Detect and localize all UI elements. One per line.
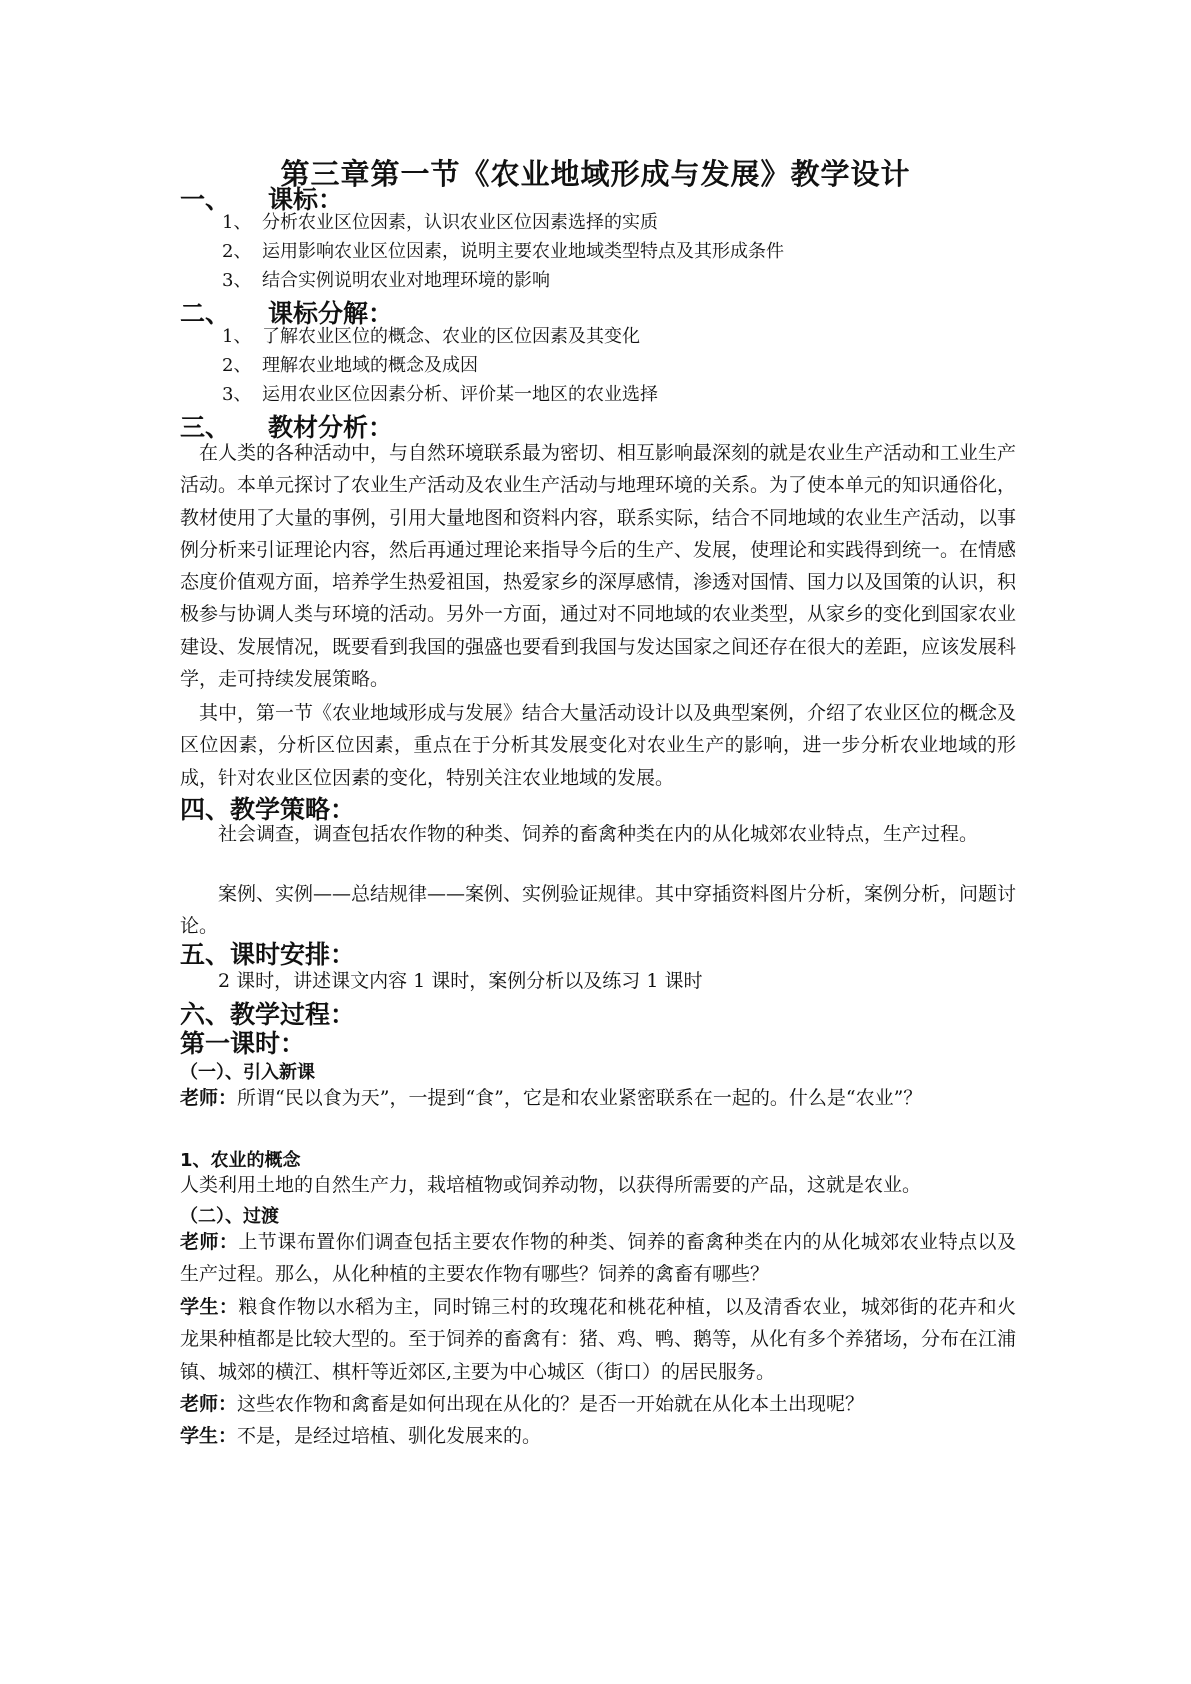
dialogue-teacher-3: 老师：这些农作物和禽畜是如何出现在从化的？是否一开始就在从化本土出现呢？: [180, 1393, 865, 1415]
section-number: 二、: [180, 299, 231, 328]
lesson-title: 第一课时：: [180, 1029, 306, 1058]
section-heading-5: 五、课时安排：: [180, 940, 356, 969]
concept-heading: 1、农业的概念: [180, 1150, 301, 1171]
part-heading-intro: （一）、引入新课: [180, 1062, 315, 1083]
page-title: 第三章第一节《农业地域形成与发展》教学设计: [280, 157, 911, 191]
dialogue-teacher-1: 老师：所谓“民以食为天”，一提到“食”，它是和农业紧密联系在一起的。什么是“农业”？: [180, 1087, 923, 1109]
dialogue-student-1: 学生：粮食作物以水稻为主，同时锦三村的玫瑰花和桃花种植，以及清香农业，城郊街的花卉和火龙果种植都是比较大型的。至于饲养的畜禽有：猪、鸡、鸭、鹅等，从化有多个养猪场，分布在江浦镇、城郊的横江、棋杆等近郊区,主要为中心城区（街口）的居民服务。: [180, 1296, 1017, 1383]
list-item: 2、 理解农业地域的概念及成因: [222, 355, 478, 376]
section-heading-4: 四、教学策略：: [180, 795, 356, 824]
strategy-paragraph-1: 社会调查，调查包括农作物的种类、饲养的畜禽种类在内的从化城郊农业特点，生产过程。: [218, 823, 979, 845]
list-item: 2、 运用影响农业区位因素，说明主要农业地域类型特点及其形成条件: [222, 241, 784, 262]
list-item: 3、 结合实例说明农业对地理环境的影响: [222, 270, 550, 291]
section-title: 教材分析：: [268, 413, 394, 442]
section-number: 一、: [180, 185, 231, 214]
strategy-paragraph-2: 案例、实例——总结规律——案例、实例验证规律。其中穿插资料图片分析，案例分析，问题讨论。: [180, 883, 1017, 938]
list-item: 3、 运用农业区位因素分析、评价某一地区的农业选择: [222, 384, 658, 405]
speaker-label: 老师：: [180, 1087, 238, 1109]
list-item: 1、 了解农业区位的概念、农业的区位因素及其变化: [222, 326, 640, 347]
part-heading-transition: （二）、过渡: [180, 1206, 279, 1227]
speaker-label: 学生：: [180, 1296, 239, 1318]
list-item: 1、 分析农业区位因素，认识农业区位因素选择的实质: [222, 212, 658, 233]
section-heading-6: 六、教学过程：: [180, 1000, 356, 1029]
concept-text: 人类利用土地的自然生产力，栽培植物或饲养动物，以获得所需要的产品，这就是农业。: [180, 1174, 922, 1196]
speaker-label: 老师：: [180, 1393, 238, 1415]
analysis-paragraph-2: 其中，第一节《农业地域形成与发展》结合大量活动设计以及典型案例，介绍了农业区位的概念及区位因素，分析区位因素，重点在于分析其发展变化对农业生产的影响，进一步分析农业地域的形成，针对农业区位因素的变化，特别关注农业地域的发展。: [180, 702, 1017, 789]
section-title: 课标分解：: [268, 299, 394, 328]
dialogue-student-2: 学生：不是，是经过培植、驯化发展来的。: [180, 1425, 542, 1447]
section-title: 课标：: [268, 185, 344, 214]
speaker-label: 学生：: [180, 1425, 238, 1447]
analysis-paragraph-1: 在人类的各种活动中，与自然环境联系最为密切、相互影响最深刻的就是农业生产活动和工业生产活动。本单元探讨了农业生产活动及农业生产活动与地理环境的关系。为了使本单元的知识通俗化，教材使用了大量的事例，引用大量地图和资料内容，联系实际，结合不同地域的农业生产活动，以事例分析来引证理论内容，然后再通过理论来指导今后的生产、发展，使理论和实践得到统一。在情感态度价值观方面，培养学生热爱祖国，热爱家乡的深厚感情，渗透对国情、国力以及国策的认识，积极参与协调人类与环境的活动。另外一方面，通过对不同地域的农业类型，从家乡的变化到国家农业建设、发展情况，既要看到我国的强盛也要看到我国与发达国家之间还存在很大的差距，应该发展科学，走可持续发展策略。: [180, 442, 1017, 691]
speaker-label: 老师：: [180, 1231, 239, 1253]
dialogue-teacher-2: 老师：上节课布置你们调查包括主要农作物的种类、饲养的畜禽种类在内的从化城郊农业特点以及生产过程。那么，从化种植的主要农作物有哪些？饲养的禽畜有哪些？: [180, 1231, 1016, 1286]
schedule-text: 2 课时，讲述课文内容 1 课时，案例分析以及练习 1 课时: [218, 970, 703, 992]
section-number: 三、: [180, 413, 231, 442]
